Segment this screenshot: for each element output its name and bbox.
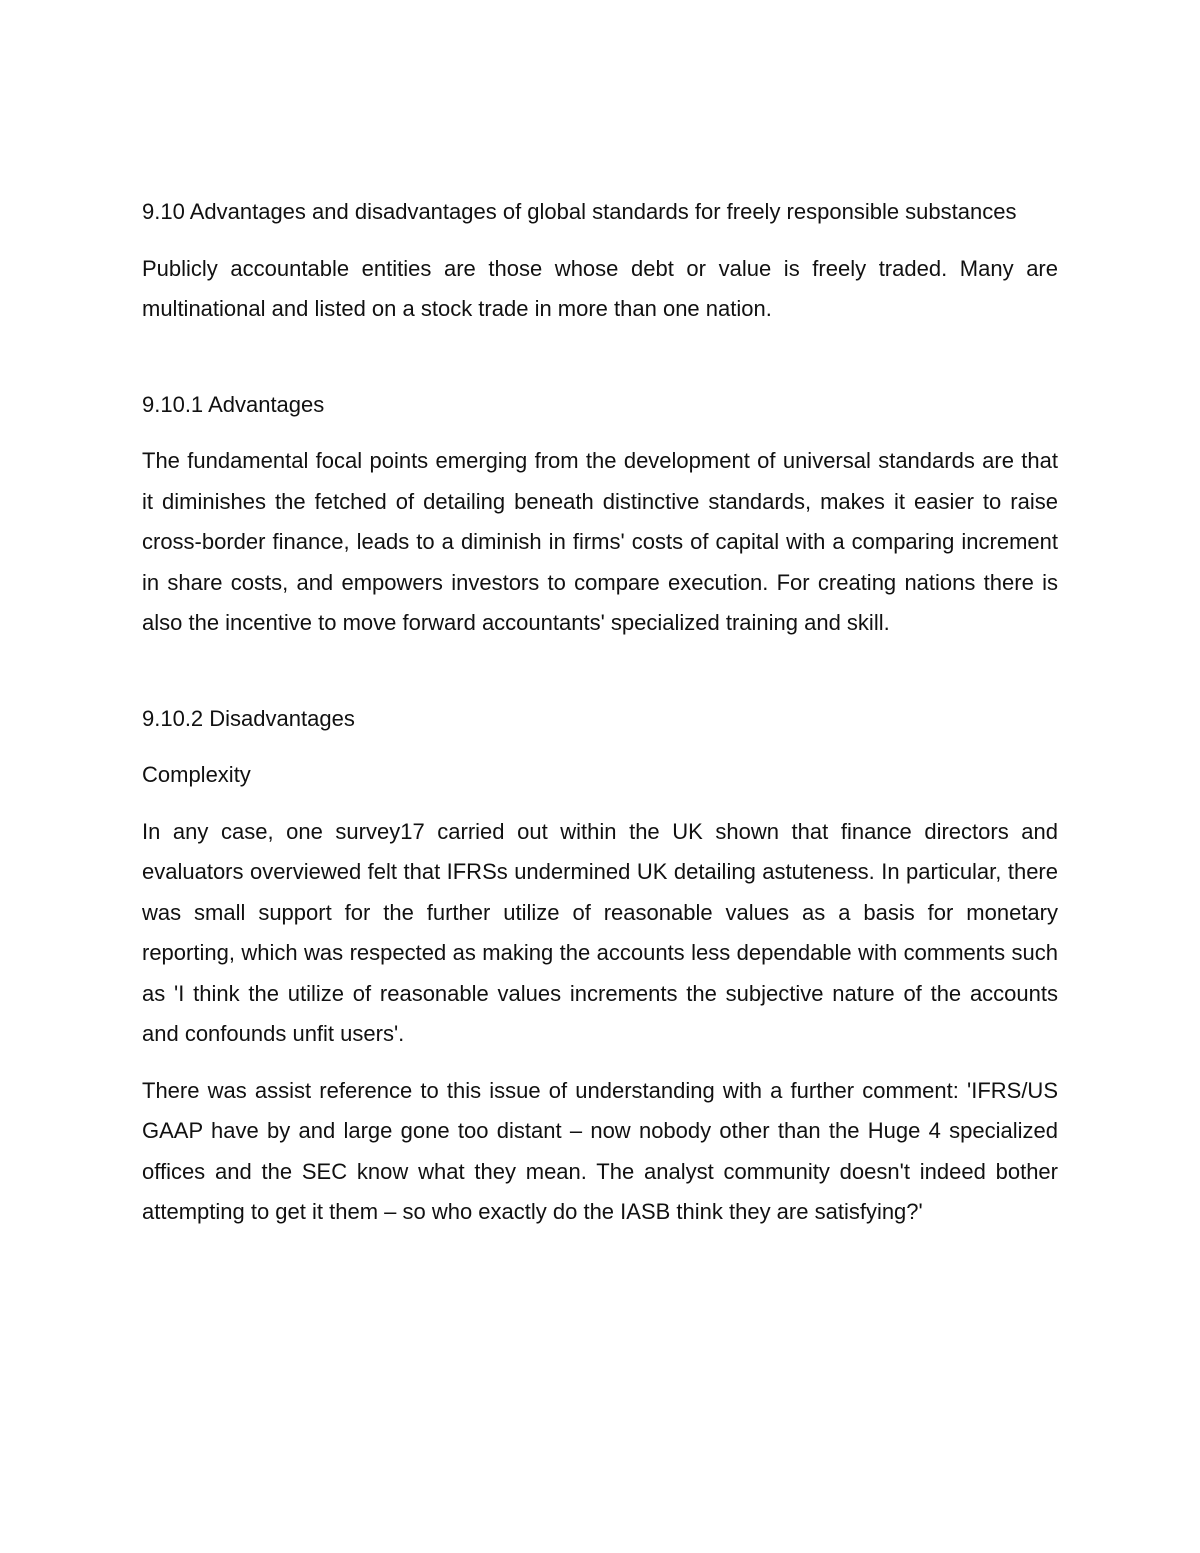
disadvantages-paragraph-2: There was assist reference to this issue of understanding with a further comment: 'IFRS/US GAAP have by and large gone too distant – now nobody other than the Huge 4 specialized offices and the SEC know what they mean. The analyst community doesn't indeed bother attempting to get it them – so who exactly do the IASB think they are satisfying?' xyxy=(142,1077,1058,1224)
complexity-subheading: Complexity xyxy=(142,762,251,787)
section-title: 9.10 Advantages and disadvantages of global standards for freely responsible substances xyxy=(142,199,1017,224)
disadvantages-heading: 9.10.2 Disadvantages xyxy=(142,705,355,731)
advantages-paragraph: The fundamental focal points emerging from the development of universal standards are that it diminishes the fetched of detailing beneath distinctive standards, makes it easier to raise cross-border finance, leads to a diminish in firms' costs of capital with a comparing increment in share costs, and empowers investors to compare execution. For creating nations there is also the incentive to move forward accountants' specialized training and skill. xyxy=(142,448,1058,635)
disadvantages-paragraph-1: In any case, one survey17 carried out within the UK shown that finance directors and evaluators overviewed felt that IFRSs undermined UK detailing astuteness. In particular, there was small support for the further utilize of reasonable values as a basis for monetary reporting, which was respected as making the accounts less dependable with comments such as 'I think the utilize of reasonable values increments the subjective nature of the accounts and confounds unfit users'. xyxy=(142,818,1058,1046)
advantages-heading: 9.10.1 Advantages xyxy=(142,391,325,417)
document-page xyxy=(142,192,1058,1233)
intro-paragraph: Publicly accountable entities are those whose debt or value is freely traded. Many are multinational and listed on a stock trade in more than one nation. xyxy=(142,255,1058,321)
